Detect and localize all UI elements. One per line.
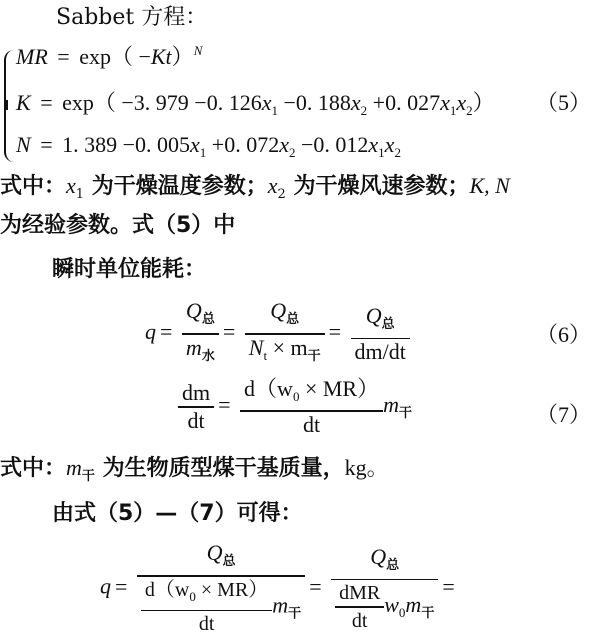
fraction-q-over-dmdt: $\frac{Q_总}{dm/dt}$ xyxy=(351,303,410,366)
equation-n: N = 1. 389 −0. $005x_1 +0$. $072x_2 -0$. $012x_1x_2$ xyxy=(16,132,401,160)
mr-kt: Kt xyxy=(150,44,172,69)
equation-number-7: （7） xyxy=(536,402,592,427)
k-symbol: K xyxy=(16,90,31,115)
explanation-line-2: 为经验参数。式（5）中 xyxy=(0,213,236,238)
equation-8: q = $Q_总$ $\frac{d(w_0 \times MR)}{dt}$ $m_干$ = $Q_总$ $\frac{\text{dMR}}{dt}$ $w_0m_干$ = xyxy=(100,540,455,635)
fraction-q-over-dwmr: $Q_总$ $\frac{d(w_0 \times MR)}{dt}$ $m_干$ xyxy=(137,540,305,637)
explanation-mdry: 式中：$m_干$ 为生物质型煤干基质量，kg。 xyxy=(0,455,389,484)
fraction-q-over-nt-mdry: $\frac{Q_总}{N_t \times m_干}$ xyxy=(245,298,325,370)
equation-system-brace xyxy=(4,50,16,162)
sabbet-heading-text: Sabbet 方程： xyxy=(56,5,208,30)
equation-k: K = exp（ −3. 979 −0. $126x_1 -0$. $188x_2 +0$. $027x_1x_2$） xyxy=(16,90,495,118)
mr-symbol: MR xyxy=(16,44,48,69)
equation-number-5: （5） xyxy=(536,90,592,115)
fraction-q-over-dmr: $Q_总$ $\frac{\text{dMR}}{dt}$ $w_0m_干$ xyxy=(331,544,438,634)
n-symbol: N xyxy=(16,132,31,157)
equation-mr xyxy=(16,40,202,71)
mr-power: N xyxy=(193,43,203,58)
fraction-q-over-mwater: $\frac{Q_总}{m_水}$ xyxy=(182,298,219,370)
k-rhs: exp（ −3. 979 −0. 126 xyxy=(62,90,262,115)
mr-exp: exp（ − xyxy=(79,44,151,69)
sabbet-heading xyxy=(56,4,207,32)
equation-6: q = $\frac{Q_总}{m_水}$ = $\frac{Q_总}{N_t \times m_干}$ = $\frac{Q_总}{dm/dt}$ xyxy=(145,298,410,370)
explanation-line-1: 式中：$x_1$ 为干燥温度参数；$x_2$ 为干燥风速参数；K, N xyxy=(0,173,510,202)
instant-energy-heading: 瞬时单位能耗： xyxy=(52,257,207,282)
mr-close: ） xyxy=(171,44,194,69)
fraction-dwmr-dt: $\frac{d(w_0 \times MR)}{dt}$ xyxy=(240,376,383,438)
equals-sign: = xyxy=(57,44,70,69)
derive-heading: 由式（5）—（7）可得： xyxy=(52,501,303,526)
equation-number-6: （6） xyxy=(536,322,592,347)
fraction-dm-dt: $\frac{dm}{dt}$ xyxy=(178,380,214,434)
equation-7: $\frac{dm}{dt}$ = $\frac{d(w_0 \times MR)}{dt}$ $m_干$ xyxy=(178,376,412,438)
